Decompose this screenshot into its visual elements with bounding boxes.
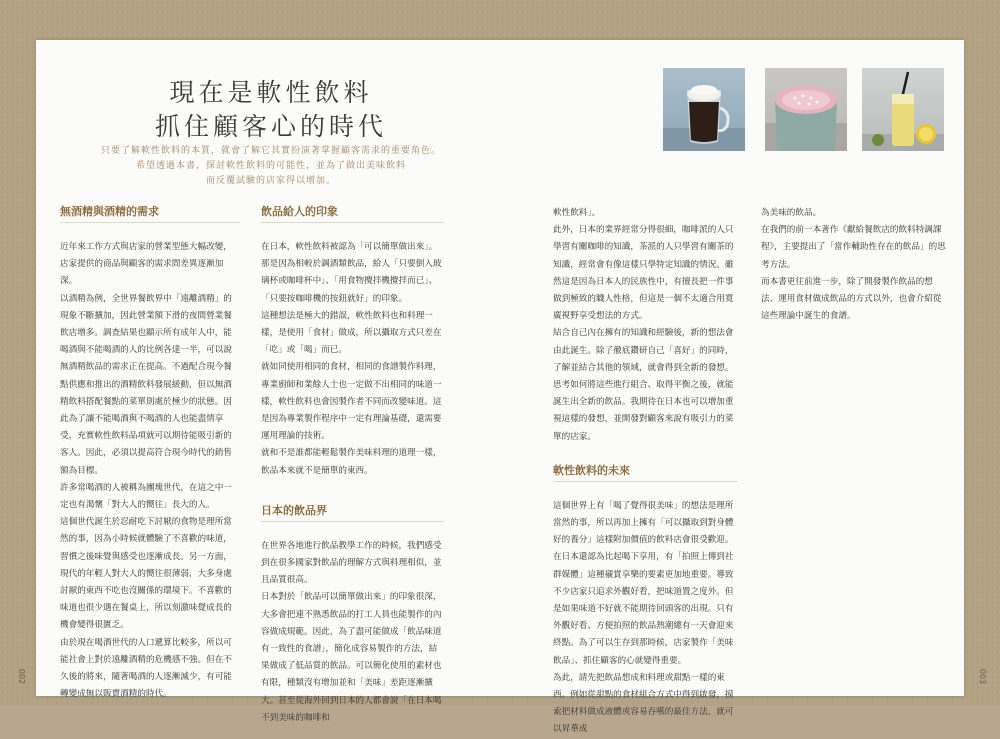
paragraph: 在我們的前一本著作《獻給餐飲店的飲料特調課程》，主要提出了「當作輔助性存在的飲品」的思考方法。 [761,225,946,270]
paragraph: 就和不是誰都能輕鬆製作美味料理的道理一樣，飲品本來就不是簡單的東西。 [261,448,442,476]
page-title [146,76,396,144]
intro-line: 只要了解軟性飲料的本質，就會了解它其實扮演著掌握顧客需求的重要角色。 [100,146,441,156]
column-4 [761,205,946,325]
column-1 [60,203,240,703]
section-heading: 軟性飲料的未來 [553,462,738,482]
intro-line: 希望透過本書，探討軟性飲料的可能性，並為了做出美味飲料 [135,161,406,171]
paragraph: 這種想法是極大的錯誤，軟性飲料也和料理一樣，是使用「食材」做成，所以攝取方式只差在「吃」或「喝」而已。 [261,310,442,356]
paragraph: 此外，日本的業界經常分得很細，咖啡派的人只學習有關咖啡的知識，茶派的人只學習有關茶的知識，經常會有像這樣只學特定知識的情況。雖然這是因為日本人的民族性中，有擅長把一件事做到極致的職人性格，但這是一個不太適合用寬廣視野享受想法的方式。 [553,225,734,322]
section-heading: 日本的飲品界 [261,502,444,522]
photo-iced-coffee [663,68,745,151]
section-heading: 無酒精與酒精的需求 [60,203,240,223]
column-2 [261,203,444,727]
paragraph: 以酒精為例，全世界餐飲界中「遠離酒精」的現象不斷擴加，因此營業額下滑的夜間營業餐飲店增多。調查結果也顯示所有成年人中，能喝酒與不能喝酒的人的比例各達一半，可以說無酒精飲品的需求正在提高。不過配合現今餐點供應和推出的酒精飲料發展緩動，但以無酒精飲料搭配餐點的菜單則處於極少的狀態。因此為了讓不能喝酒與不喝酒的人也能盡情享受，充實軟性飲料品項就可以期待能吸引新的客人。因此，必須以提高符合現今時代的銷售額為目標。 [60,293,232,476]
paragraph: 日本對於「飲品可以簡單做出來」的印象很深，大多會把連不熟悉飲品的打工人員也能製作的內容做成規範。因此，為了盡可能做成「飲品味道有一致性的食譜」，簡化成容易製作的方法，結果做成了低品質的飲品。可以簡化使用的素材也有限，種類沒有增加並和「美味」差距逐漸擴大。甚至從海外回到日本的人都會說「在日本喝不到美味的咖啡和 [261,592,442,723]
page [36,40,964,735]
paragraph: 為此，請先把飲品想成和料理或甜點一樣的東西。例如從甜點的食材組合方式中得到啟發，摸索把材料做成液體或容易吞嚥的最佳方法，就可以昇華成 [553,672,734,735]
paragraph: 這個世代誕生於忍耐吃下討厭的食物是理所當然的事，因為小時候就體驗了不喜歡的味道，習慣之後味覺與感受也逐漸成長。另一方面，現代的年輕人對大人的嚮往很薄弱，大多身處討厭的東西不吃也沒關係的環境下。不喜歡的味道也很少遇在餐桌上，所以刻激味覺成長的機會變得很匱乏。 [60,517,232,631]
paragraph: 在日本還認為比起喝下享用，有「拍照上傳到社群媒體」這種襯賞享樂的要素更加地重要。導致不少店家只追求外觀好看，把味道置之度外。但是如果味道不好就不能期待回頭客的出現。只有外觀好看、方便拍照的飲品熱潮總有一天會迎來終點。為了可以生存到那時候，店家製作「美味飲品」、抓住顧客的心就變得重要。 [553,552,734,666]
photo-pink-drink [765,68,847,151]
paragraph: 結合自己內在擁有的知識和經驗後，新的想法會由此誕生。除了徹底鑽研自己「喜好」的同時，了解並結合其他的領域，就會得到全新的發想。思考如何將這些進行組合、取得平衡之後，就能誕生出全新的飲品。我期待在日本也可以增加重視這樣的發想，並開發對顧客來說有吸引力的菜單的店家。 [553,328,734,442]
photo-lemon-drink [862,68,944,151]
pink-drink-image [765,68,847,151]
paragraph: 許多常喝酒的人被稱為團塊世代，在這之中一定也有渴懷「對大人的嚮往」長大的人。 [60,482,232,511]
paragraph: 為美味的飲品。 [761,208,822,218]
paragraph: 這個世界上有「喝了覺得很美味」的想法是理所當然的事，所以再加上擁有「可以攝取到對身體好的養分」這樣附加價值的飲料店會很受歡迎。 [553,500,734,546]
paragraph: 而本書更往前進一步，除了開發製作飲品的想法、運用食材做成飲品的方式以外，也會介紹從這些理論中誕生的食譜。 [761,276,942,322]
paragraph: 軟性飲料」。 [553,208,601,218]
title-line: 現在是軟性飲料 [169,78,373,107]
paragraph: 由於現在喝酒世代的人口遞算比較多，所以可能社會上對於遠離酒精的危機感不強。但在不久後的將來，隨著喝酒的人逐漸減少，有可能轉變成無以販賣酒精的時代。 [60,637,232,700]
iced-coffee-image [663,68,745,151]
intro-text [76,144,466,189]
paragraph: 在日本，軟性飲料被認為「可以簡單做出來」。那是因為相較於調酒類飲品，給人「只要倒入玻璃杯或咖啡杯中」、「用食物攪拌機攪拌而已」、「只要按咖啡機的按鈕就好」的印象。 [261,242,442,304]
paragraph: 就如同使用相同的食材，相同的食譜製作料理，專業廚師和業餘人士也一定做不出相同的味道一樣，軟性飲料也會因製作者不同而改變味道。這是因為專業製作程序中一定有理論基礎，還需要運用理論的技術。 [261,362,442,442]
title-line: 抓住顧客心的時代 [154,112,387,141]
intro-line: 而反覆試驗的店家得以增加。 [205,176,336,186]
column-3 [553,205,738,739]
lemon-drink-image [862,68,944,151]
page-number-right: 003 [978,668,988,685]
page-number-left: 002 [17,668,27,685]
paragraph: 在世界各地進行飲品教學工作的時候，我們感受到在很多國家對飲品的理解方式與料理相似，並且品質很高。 [261,540,442,586]
section-heading: 飲品給人的印象 [261,203,444,223]
paragraph: 近年來工作方式與店家的營業型態大幅改變，店家提供的商品與顧客的需求間差異逐漸加深。 [60,242,232,287]
